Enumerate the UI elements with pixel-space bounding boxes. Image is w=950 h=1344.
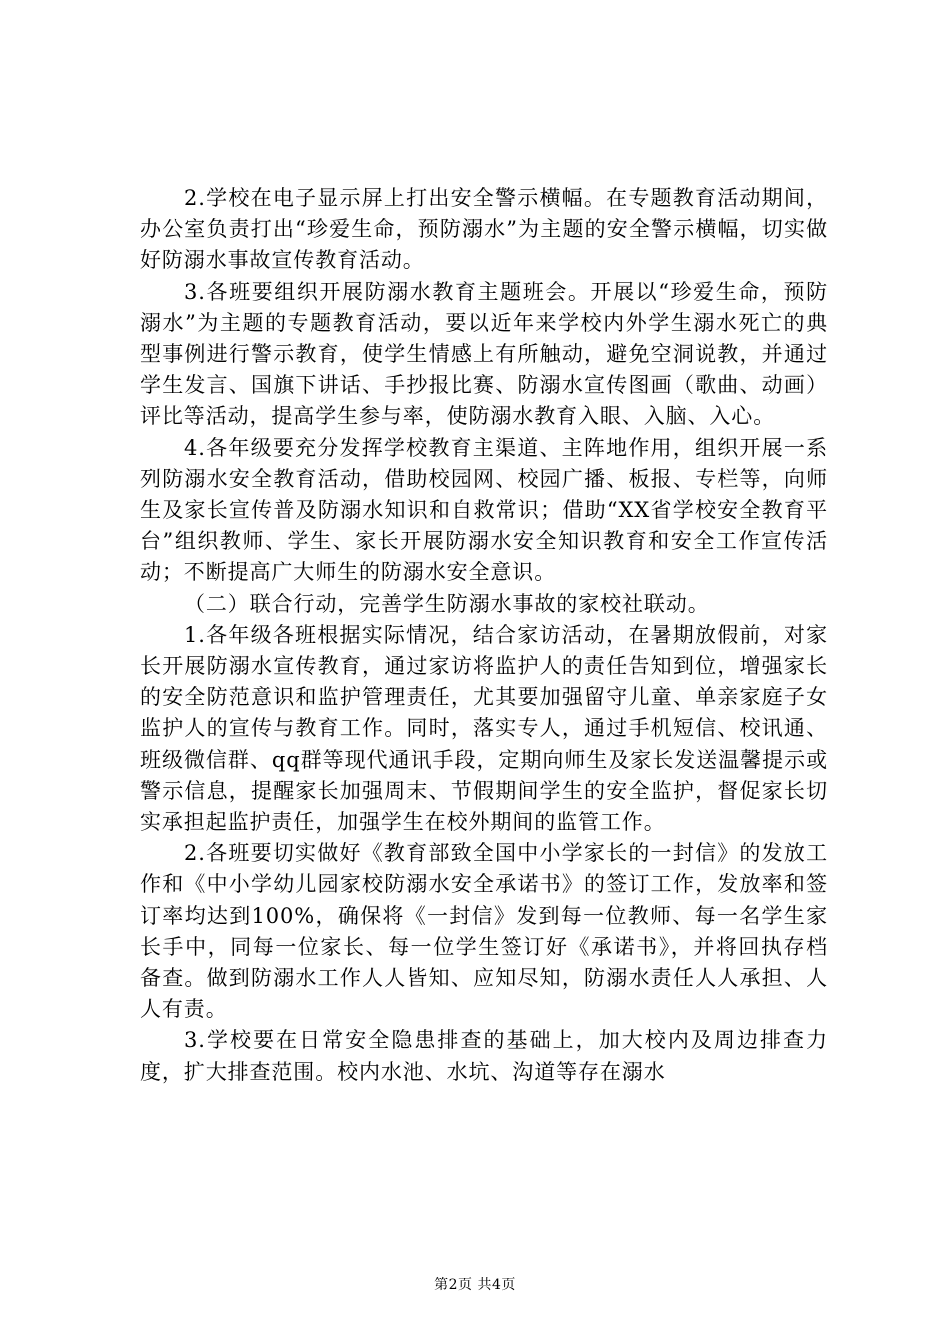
paragraph-class-meeting: 3.各班要组织开展防溺水教育主题班会。开展以“珍爱生命，预防溺水”为主题的专题教育活动，要以近年来学校内外学生溺水死亡的典型事例进行警示教育，使学生情感上有所触动，避免空洞说教，并通过学生发言、国旗下讲话、手抄报比赛、防溺水宣传图画（歌曲、动画）评比等活动，提高学生参与率，使防溺水教育入眼、入脑、入心。	[140, 279, 828, 429]
paragraph-hazard-check: 3.学校要在日常安全隐患排查的基础上，加大校内及周边排查力度，扩大排查范围。校内水池、水坑、沟道等存在溺水	[140, 1028, 828, 1084]
section-heading-joint-action: （二）联合行动，完善学生防溺水事故的家校社联动。	[184, 591, 710, 616]
page-footer: 第2页 共4页	[434, 1277, 516, 1293]
paragraph-home-visits: 1.各年级各班根据实际情况，结合家访活动，在暑期放假前，对家长开展防溺水宣传教育，通过家访将监护人的责任告知到位，增强家长的安全防范意识和监护管理责任，尤其要加强留守儿童、单亲家庭子女监护人的宣传与教育工作。同时，落实专人，通过手机短信、校讯通、班级微信群、qq群等现代通讯手段，定期向师生及家长发送温馨提示或警示信息，提醒家长加强周末、节假期间学生的安全监护，督促家长切实承担起监护责任，加强学生在校外期间的监管工作。	[140, 622, 828, 835]
document-body	[140, 183, 828, 1088]
paragraph-grade-activities: 4.各年级要充分发挥学校教育主渠道、主阵地作用，组织开展一系列防溺水安全教育活动，借助校园网、校园广播、板报、专栏等，向师生及家长宣传普及防溺水知识和自救常识；借助“XX省学校安全教育平台”组织教师、学生、家长开展防溺水安全知识教育和安全工作宣传活动；不断提高广大师生的防溺水安全意识。	[140, 435, 828, 585]
paragraph-banner: 2.学校在电子显示屏上打出安全警示横幅。在专题教育活动期间，办公室负责打出“珍爱生命，预防溺水”为主题的安全警示横幅，切实做好防溺水事故宣传教育活动。	[140, 186, 828, 273]
paragraph-letters: 2.各班要切实做好《教育部致全国中小学家长的一封信》的发放工作和《中小学幼儿园家校防溺水安全承诺书》的签订工作，发放率和签订率均达到100%，确保将《一封信》发到每一位教师、每一名学生家长手中，同每一位家长、每一位学生签订好《承诺书》，并将回执存档备查。做到防溺水工作人人皆知、应知尽知，防溺水责任人人承担、人人有责。	[140, 841, 828, 1022]
